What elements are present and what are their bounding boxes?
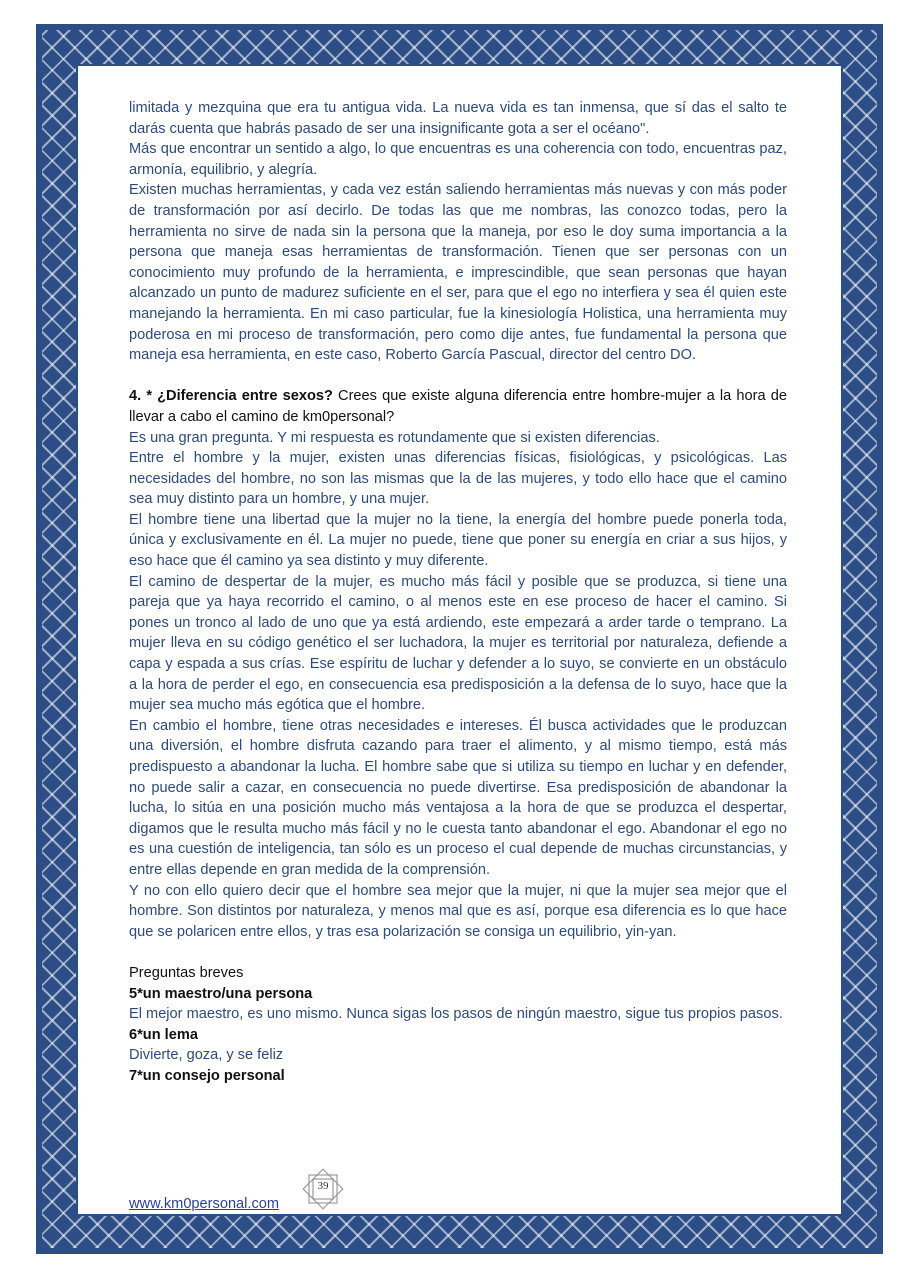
question-6: 6*un lema [129, 1026, 198, 1043]
question-7: 7*un consejo personal [129, 1067, 285, 1084]
paragraph: limitada y mezquina que era tu antigua vida. La nueva vida es tan inmensa, que sí das el salto te darás cuenta que habrás pasado de ser una insignificante gota a ser el océano". [129, 100, 787, 137]
question-5: 5*un maestro/una persona [129, 985, 313, 1002]
paragraph: Y no con ello quiero decir que el hombre sea mejor que la mujer, ni que la mujer sea mejor que el hombre. Son distintos por naturaleza, y menos mal que es así, porque esa diferencia es lo que hace que se polaricen entre ellos, y tras esa polarización se consiga un equilibrio, yin-yan. [129, 882, 787, 940]
paragraph: En cambio el hombre, tiene otras necesidades e intereses. Él busca actividades que le produzcan una diversión, el hombre disfruta cazando para traer el alimento, y al mismo tiempo, está más predispuesto a abandonar la lucha. El hombre sabe que si utiliza su tiempo en luchar y en defender, no puede salir a cazar, en consecuencia no puede divertirse. Esa predisposición de abandonar la lucha, lo sitúa en una posición mucho más ventajosa a la hora de que se produzca el despertar, digamos que le resulta mucho más fácil y no le cuesta tanto abandonar el ego. Abandonar el ego no es una cuestión de inteligencia, tan sólo es un proceso el cual depende de muchas circunstancias, y entre ellas depende en gran medida de la comprensión. [129, 717, 787, 878]
question-4 [129, 386, 787, 427]
paragraph: El camino de despertar de la mujer, es mucho más fácil y posible que se produzca, si tiene una pareja que ya haya recorrido el camino, o al menos este en ese proceso de hacer el camino. Si pones un tronco al lado de uno que ya está ardiendo, este empezará a arder tarde o temprano. La mujer lleva en su código genético el ser luchadora, la mujer es territorial por naturaleza, defiende a capa y espada a sus crías. Ese espíritu de luchar y defender a lo suyo, se convierte en un obstáculo a la hora de perder el ego, en consecuencia esa predisposición a la defensa de lo suyo, hace que la mujer sea mucho más egótica que el hombre. [129, 573, 787, 714]
paragraph: Es una gran pregunta. Y mi respuesta es rotundamente que si existen diferencias. [129, 429, 660, 446]
paragraph: Más que encontrar un sentido a algo, lo que encuentras es una coherencia con todo, encuentras paz, armonía, equilibrio, y alegría. [129, 141, 787, 178]
answer-5: El mejor maestro, es uno mismo. Nunca sigas los pasos de ningún maestro, sigue tus propios pasos. [129, 1006, 783, 1023]
website-link[interactable]: www.km0personal.com [129, 1196, 280, 1212]
paragraph: Existen muchas herramientas, y cada vez están saliendo herramientas más nuevas y con más poder de transformación por así decirlo. De todas las que me nombras, las conozco todas, pero la herramienta no sirve de nada sin la persona que la maneja, por eso le doy suma importancia a la persona que maneja esas herramientas de transformación. Tienen que ser personas con un conocimiento muy profundo de la herramienta, e imprescindible, que sean personas que hayan alcanzado un punto de madurez suficiente en el ser, para que el ego no interfiera y sea él quien este manejando la herramienta. En mi caso particular, fue la kinesiología Holistica, una herramienta muy poderosa en mi proceso de transformación, pero como dije antes, fue fundamental la persona que maneja esa herramienta, en este caso, Roberto García Pascual, director del centro DO. [129, 182, 787, 364]
section-heading: Preguntas breves [129, 964, 244, 981]
question-4-text: Crees que existe alguna diferencia entre hombre-mujer a la hora de llevar a cabo el camino de km0personal? [129, 388, 787, 425]
document-body [129, 98, 787, 1087]
answer-6: Divierte, goza, y se feliz [129, 1047, 284, 1064]
paragraph: Entre el hombre y la mujer, existen unas diferencias físicas, fisiológicas, y psicológicas. Las necesidades del hombre, no son las mismas que la de las mujeres, y todo ello hace que el camino sea muy distinto para un hombre, y una mujer. [129, 450, 787, 508]
question-4-title: 4. * ¿Diferencia entre sexos? [129, 388, 333, 405]
page-number: 39 [317, 1180, 329, 1192]
paragraph: El hombre tiene una libertad que la mujer no la tiene, la energía del hombre puede ponerla toda, única y exclusivamente en él. La mujer no puede, tiene que poner su energía en criar a sus hijos, y eso hace que él camino ya sea distinto y muy diferente. [129, 511, 787, 570]
